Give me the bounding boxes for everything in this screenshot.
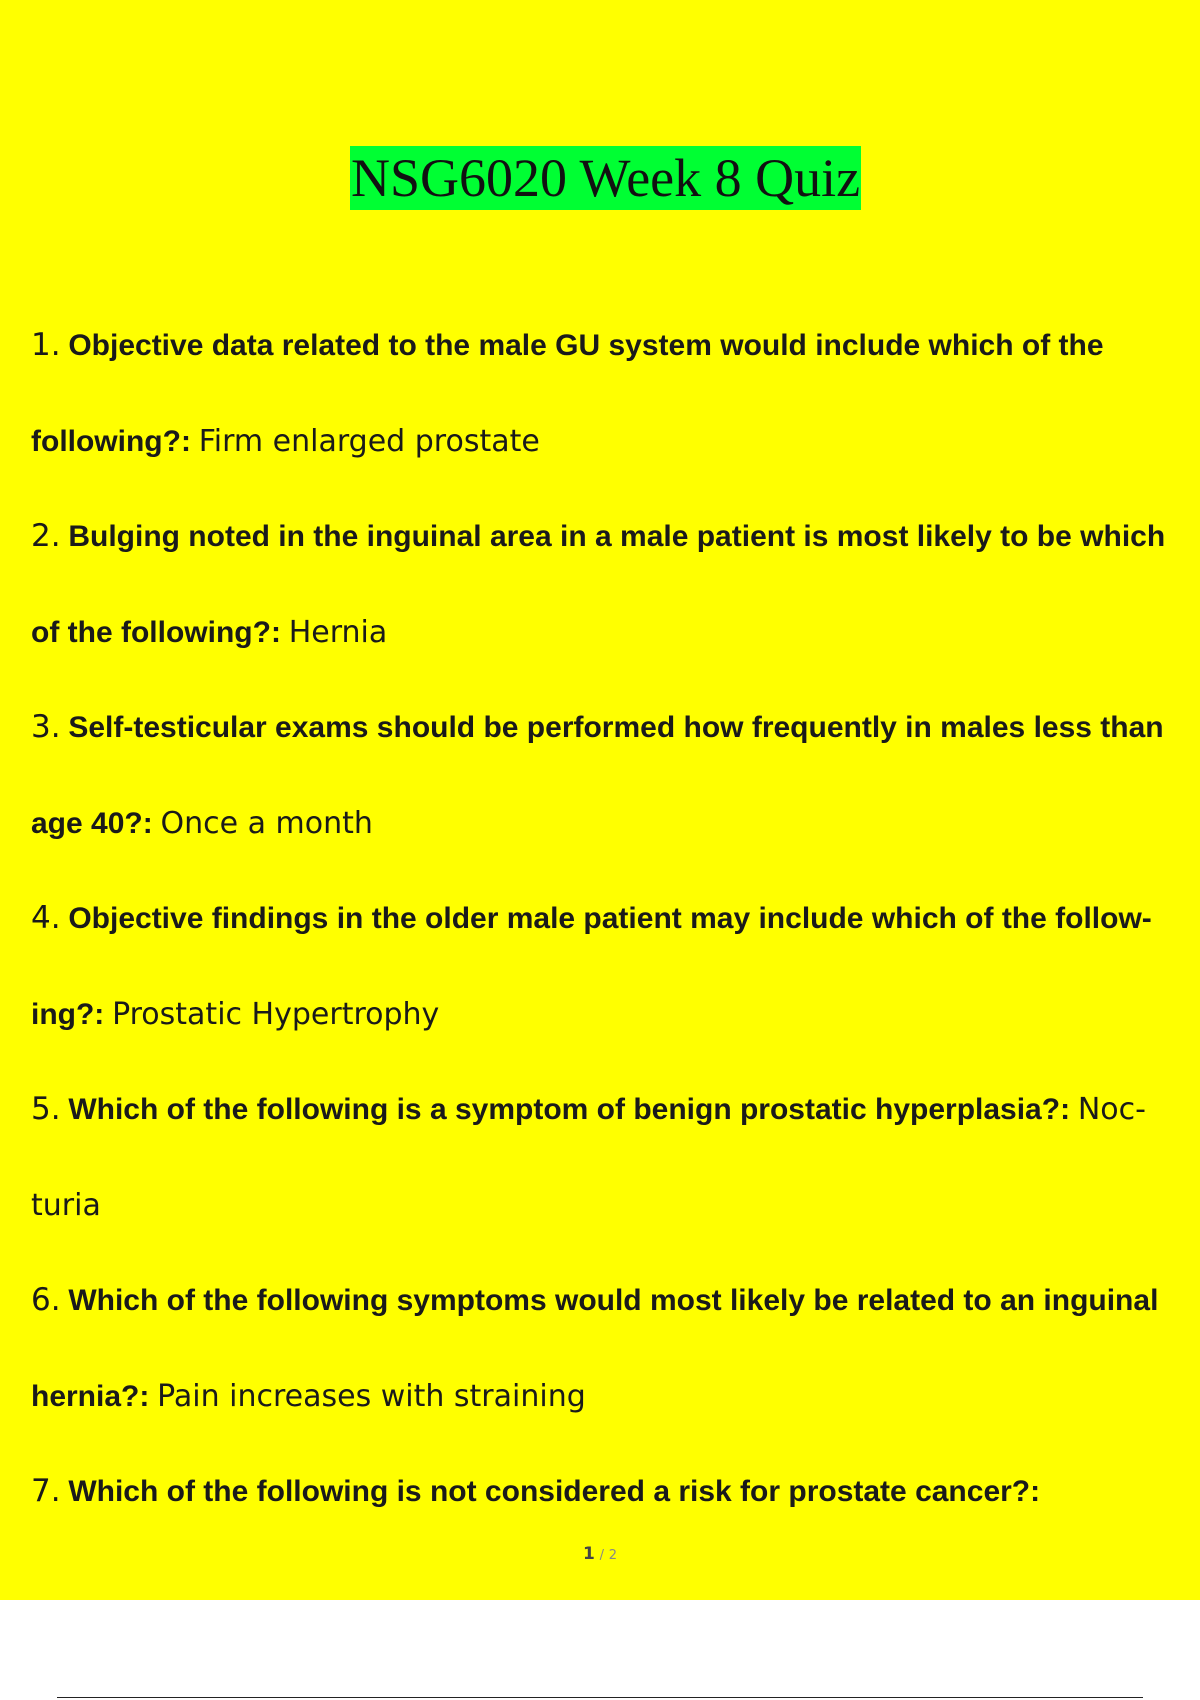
answer-text: Hernia bbox=[288, 614, 388, 650]
question-item bbox=[31, 871, 1181, 1062]
answer-text: Noc- turia bbox=[31, 1092, 1146, 1223]
question-text: Objective findings in the older male patient may include which of the follow- ing?: bbox=[31, 902, 1152, 1031]
question-text: Self-testicular exams should be performed how frequently in males less than age 40?: bbox=[31, 711, 1164, 840]
question-number: 4. bbox=[31, 900, 61, 936]
question-item bbox=[31, 680, 1181, 871]
question-number: 3. bbox=[31, 709, 61, 745]
question-text: Which of the following is a symptom of benign prostatic hyperplasia?: bbox=[68, 1093, 1071, 1126]
question-text: Which of the following symptoms would most likely be related to an inguinal hernia?: bbox=[31, 1284, 1159, 1413]
page-indicator bbox=[0, 1544, 1200, 1564]
question-list bbox=[31, 298, 1181, 1540]
question-item bbox=[31, 1444, 1181, 1540]
question-number: 7. bbox=[31, 1473, 61, 1509]
footer-divider bbox=[57, 1697, 1143, 1698]
question-number: 1. bbox=[31, 327, 61, 363]
question-number: 2. bbox=[31, 518, 61, 554]
question-number: 5. bbox=[31, 1091, 61, 1127]
question-text: Objective data related to the male GU system would include which of the following?: bbox=[31, 329, 1104, 458]
answer-text: Prostatic Hypertrophy bbox=[112, 996, 440, 1032]
answer-text: Pain increases with straining bbox=[157, 1378, 586, 1414]
question-item bbox=[31, 489, 1181, 680]
answer-text: Once a month bbox=[160, 805, 373, 841]
question-number: 6. bbox=[31, 1282, 61, 1318]
document-title: NSG6020 Week 8 Quiz bbox=[351, 148, 861, 208]
question-item bbox=[31, 1062, 1181, 1253]
question-item bbox=[31, 1253, 1181, 1444]
answer-text: Firm enlarged prostate bbox=[198, 423, 540, 459]
total-page-count: 2 bbox=[608, 1548, 618, 1563]
question-text: Which of the following is not considered a risk for prostate cancer?: bbox=[68, 1475, 1041, 1508]
page-separator: / bbox=[599, 1548, 604, 1563]
current-page-number: 1 bbox=[582, 1544, 595, 1564]
question-item bbox=[31, 298, 1181, 489]
question-text: Bulging noted in the inguinal area in a male patient is most likely to be which of the following?: bbox=[31, 520, 1166, 649]
